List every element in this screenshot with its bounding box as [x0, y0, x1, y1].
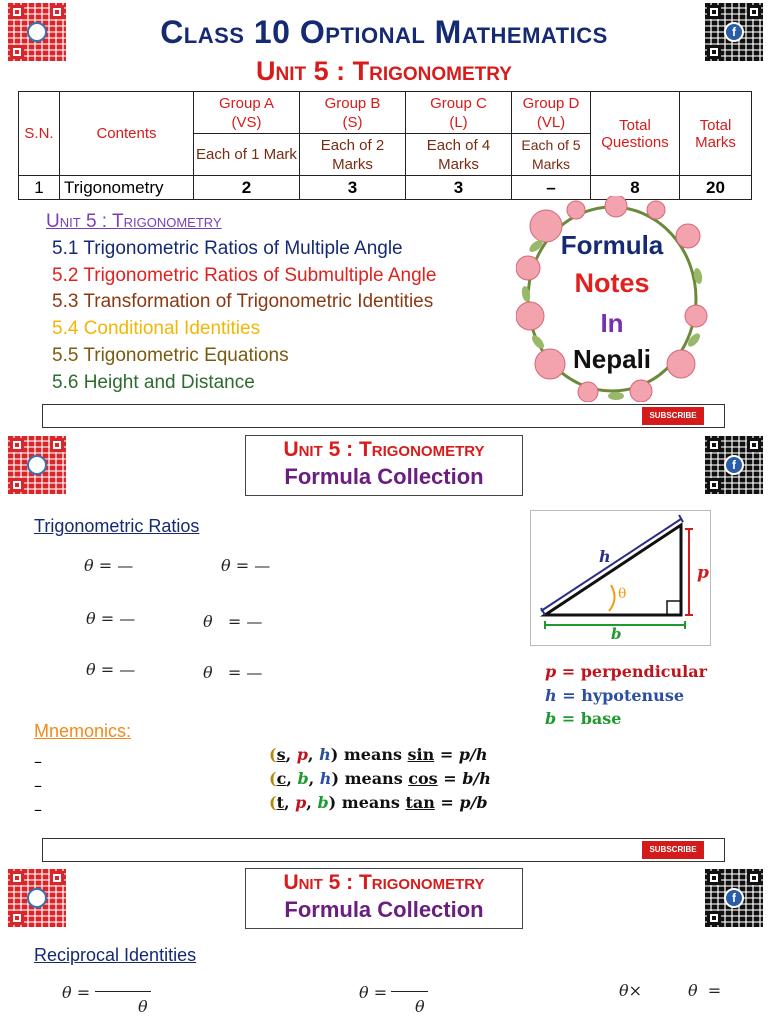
row-a: 2 — [194, 176, 300, 200]
recip-formula-3: θ× — [619, 981, 643, 1000]
mnemonic-cos: (c, b, h) means cos = b/h — [269, 769, 491, 788]
row-content: Trigonometry — [60, 176, 194, 200]
group-c-desc: Each of 4 Marks — [406, 134, 512, 176]
contents-header: Contents — [60, 92, 194, 176]
triangle-graphic — [531, 511, 712, 647]
topic-5-4: 5.4 Conditional Identities — [52, 318, 261, 339]
fraction-bar-1 — [95, 991, 151, 992]
group-a-desc: Each of 1 Mark — [194, 134, 300, 176]
total-marks-header: Total Marks — [680, 92, 752, 176]
row-b: 3 — [300, 176, 406, 200]
section-reciprocal: Reciprocal Identities — [34, 945, 197, 965]
formula-6: θ = — — [203, 663, 263, 682]
facebook-icon: f — [724, 22, 744, 42]
formula-3: θ = — — [86, 609, 136, 628]
topic-5-1: 5.1 Trigonometric Ratios of Multiple Angle — [52, 238, 403, 259]
mnemonic-tan: (t, p, b) means tan = p/b — [269, 793, 488, 812]
recip-den-1: θ — [138, 997, 148, 1016]
row-d: – — [512, 176, 591, 200]
topic-5-3: 5.3 Transformation of Trigonometric Identities — [52, 291, 434, 312]
recip-formula-1: θ = — [62, 983, 91, 1002]
legend-b: b = base — [545, 709, 622, 728]
notes-word: Notes — [574, 268, 650, 298]
row-sn: 1 — [19, 176, 60, 200]
formula-4: θ = — — [203, 612, 263, 631]
sn-header: S.N. — [19, 92, 60, 176]
facebook-icon: f — [724, 455, 744, 475]
qr-code-right-3 — [705, 869, 763, 927]
topic-5-5: 5.5 Trigonometric Equations — [52, 345, 289, 366]
recip-den-2: θ — [415, 997, 425, 1016]
unit-title: Unit 5 : Trigonometry — [256, 56, 512, 86]
group-a-header: Group A (VS) — [194, 92, 300, 134]
formula-collection-box — [245, 435, 523, 496]
group-d-desc: Each of 5 Marks — [512, 134, 591, 176]
formula-1: θ = — — [84, 556, 134, 575]
mnemonics-title: Mnemonics: — [34, 721, 132, 741]
label-theta: θ — [618, 586, 627, 602]
subscribe-button[interactable]: SUBSCRIBE — [642, 407, 704, 425]
qr-code-left-2 — [8, 436, 66, 494]
floral-wreath — [516, 196, 708, 402]
mnemonic-dash-3: – — [34, 800, 42, 819]
fraction-bar-2 — [391, 991, 428, 992]
label-b: b — [611, 625, 622, 643]
subscribe-bar-2 — [42, 838, 725, 862]
box-formula-title-3: Formula Collection — [284, 897, 484, 922]
mnemonic-dash-2: – — [34, 776, 42, 795]
row-questions: 8 — [591, 176, 680, 200]
group-b-desc: Each of 2 Marks — [300, 134, 406, 176]
box-unit-title-3: Unit 5 : Trigonometry — [283, 871, 485, 894]
recip-formula-2: θ = — [359, 983, 388, 1002]
facebook-icon: f — [724, 888, 744, 908]
row-marks: 20 — [680, 176, 752, 200]
formula-word: Formula — [560, 230, 664, 260]
formula-5: θ = — — [86, 660, 136, 679]
row-c: 3 — [406, 176, 512, 200]
legend-h: h = hypotenuse — [545, 686, 684, 705]
qr-code-right-2 — [705, 436, 763, 494]
group-d-header: Group D (VL) — [512, 92, 591, 134]
page-title: Class 10 Optional Mathematics — [160, 14, 608, 50]
formula-collection-box-3 — [245, 868, 523, 929]
formula-2: θ = — — [221, 556, 271, 575]
subscribe-bar-1 — [42, 404, 725, 428]
marks-table — [18, 91, 752, 200]
label-h: h — [599, 547, 611, 566]
mnemonic-dash-1: – — [34, 752, 42, 771]
group-c-header: Group C (L) — [406, 92, 512, 134]
recip-formula-4: θ = — [688, 981, 722, 1000]
total-questions-header: Total Questions — [591, 92, 680, 176]
legend-p: p = perpendicular — [545, 662, 708, 681]
topic-5-2: 5.2 Trigonometric Ratios of Submultiple Angle — [52, 265, 437, 286]
in-word: In — [600, 308, 624, 338]
box-unit-title: Unit 5 : Trigonometry — [283, 438, 485, 461]
unit-list-title: Unit 5 : Trigonometry — [46, 211, 222, 232]
section-trig-ratios: Trigonometric Ratios — [34, 516, 200, 536]
topic-5-6: 5.6 Height and Distance — [52, 372, 255, 393]
mnemonic-sin: (s, p, h) means sin = p/h — [269, 745, 488, 764]
group-b-header: Group B (S) — [300, 92, 406, 134]
nepali-word: Nepali — [572, 344, 652, 374]
subscribe-button-2[interactable]: SUBSCRIBE — [642, 841, 704, 859]
qr-code-left-3 — [8, 869, 66, 927]
label-p: p — [697, 563, 709, 583]
box-formula-title: Formula Collection — [284, 464, 484, 489]
triangle-diagram — [530, 510, 711, 646]
